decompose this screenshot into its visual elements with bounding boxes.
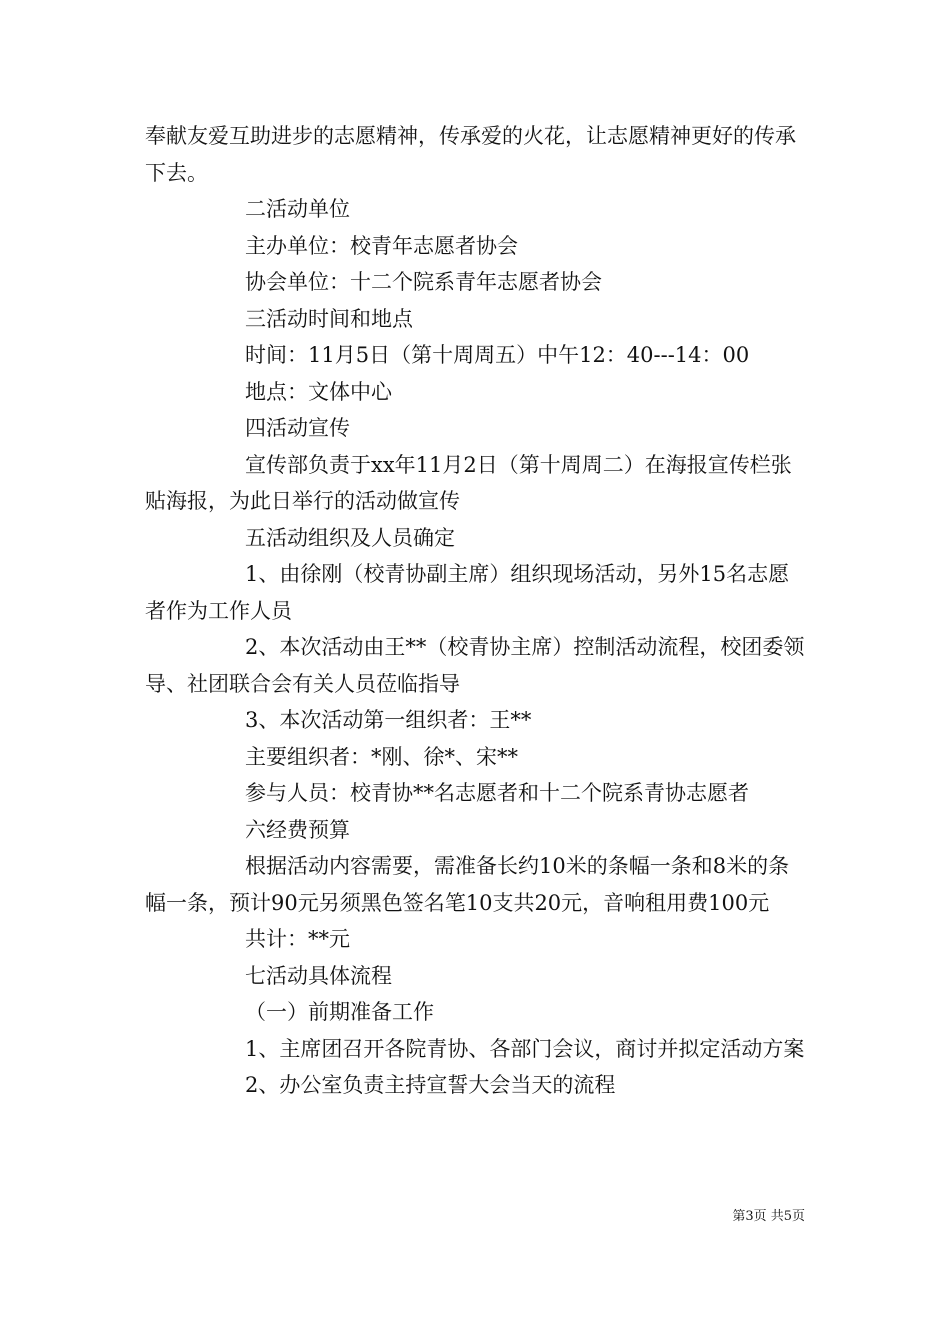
paragraph-publicity: 宣传部负责于xx年11月2日（第十周周二）在海报宣传栏张贴海报，为此日举行的活动做宣传 (145, 452, 792, 513)
page-number-footer: 第3页 共5页 (732, 1209, 805, 1224)
paragraph-0: 奉献友爱互助进步的志愿精神，传承爱的火花，让志愿精神更好的传承下去。 (145, 124, 796, 185)
paragraph-total: 共计：**元 (245, 927, 350, 951)
paragraph-participants: 参与人员：校青协**名志愿者和十二个院系青协志愿者 (245, 781, 749, 805)
paragraph-place: 地点：文体中心 (245, 379, 392, 404)
paragraph-org-2: 2、本次活动由王**（校青协主席）控制活动流程，校团委领导、社团联合会有关人员莅临指导 (145, 635, 805, 696)
paragraph-prep-2: 2、办公室负责主持宣誓大会当天的流程 (245, 1073, 616, 1097)
paragraph-co-unit: 协会单位：十二个院系青年志愿者协会 (245, 270, 602, 294)
heading-publicity: 四活动宣传 (245, 416, 350, 440)
paragraph-budget: 根据活动内容需要，需准备长约10米的条幅一条和8米的条幅一条，预计90元另须黑色签名笔10支共20元，音响租用费100元 (145, 854, 790, 915)
heading-organization: 五活动组织及人员确定 (245, 525, 455, 550)
paragraph-org-1: 1、由徐刚（校青协副主席）组织现场活动，另外15名志愿者作为工作人员 (145, 562, 790, 623)
paragraph-main-organizers: 主要组织者：*刚、徐*、宋** (245, 744, 518, 769)
paragraph-prep-1: 1、主席团召开各院青协、各部门会议，商讨并拟定活动方案 (245, 1036, 805, 1061)
subheading-preparation: （一）前期准备工作 (245, 1000, 434, 1024)
heading-activity-units: 二活动单位 (245, 197, 350, 221)
paragraph-host-unit: 主办单位：校青年志愿者协会 (245, 233, 518, 258)
paragraph-time: 时间：11月5日（第十周周五）中午12：40---14：00 (245, 343, 750, 367)
heading-budget: 六经费预算 (245, 817, 350, 842)
heading-process: 七活动具体流程 (245, 963, 392, 988)
document-body (145, 118, 810, 1104)
paragraph-org-3: 3、本次活动第一组织者：王** (245, 708, 532, 732)
heading-time-place: 三活动时间和地点 (245, 306, 413, 331)
